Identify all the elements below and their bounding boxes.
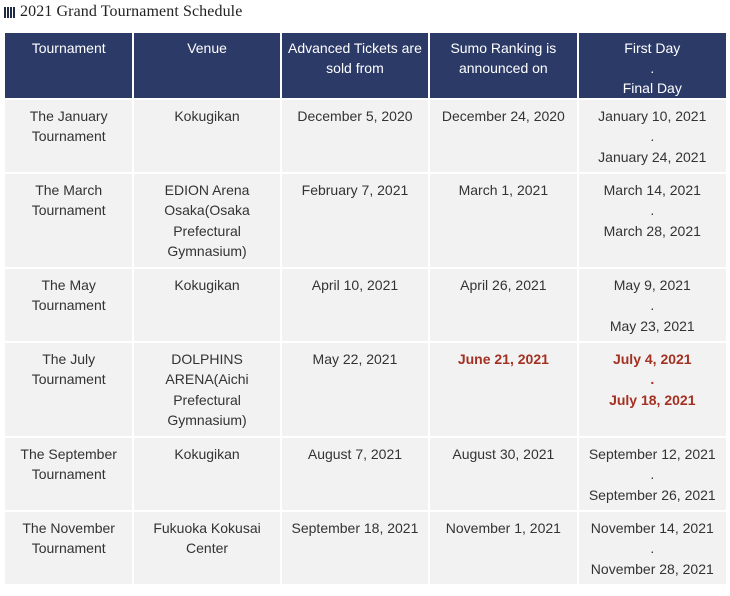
bars-icon [4, 7, 15, 18]
table-row [5, 512, 726, 584]
tournament-cell: The January Tournament [5, 100, 132, 172]
venue-cell: Kokugikan [134, 100, 279, 172]
tickets-cell: May 22, 2021 [282, 343, 428, 436]
days-sep: . [650, 202, 655, 219]
header-ranking [430, 33, 576, 98]
final-day: November 28, 2021 [590, 560, 714, 577]
first-day: March 14, 2021 [603, 182, 701, 198]
header-ranking-line1: Sumo Ranking is [450, 40, 557, 56]
tickets-cell: February 7, 2021 [282, 174, 428, 267]
header-days-sep: . [650, 60, 655, 76]
header-final-day: Final Day [622, 80, 682, 96]
tickets-cell: April 10, 2021 [282, 269, 428, 341]
first-day: May 9, 2021 [613, 277, 691, 293]
ranking-cell: November 1, 2021 [430, 512, 576, 584]
tournament-cell: The November Tournament [5, 512, 132, 584]
days-sep: . [650, 466, 655, 483]
ranking-cell: April 26, 2021 [430, 269, 576, 341]
days-sep: . [650, 128, 655, 145]
header-days [579, 33, 726, 98]
tickets-cell: August 7, 2021 [282, 438, 428, 510]
ranking-cell: August 30, 2021 [430, 438, 576, 510]
first-day: November 14, 2021 [590, 520, 714, 536]
days-sep: . [650, 540, 655, 557]
tickets-cell: September 18, 2021 [282, 512, 428, 584]
final-day: March 28, 2021 [603, 222, 701, 239]
days-cell [579, 269, 726, 341]
final-day: September 26, 2021 [588, 486, 716, 503]
ranking-cell: March 1, 2021 [430, 174, 576, 267]
tournament-cell: The July Tournament [5, 343, 132, 436]
venue-cell: Kokugikan [134, 269, 279, 341]
venue-cell: DOLPHINS ARENA(Aichi Prefectural Gymnasium) [134, 343, 279, 436]
header-tickets-line1: Advanced Tickets are [288, 40, 422, 56]
header-ranking-line2: announced on [458, 60, 548, 76]
ranking-cell-highlight: June 21, 2021 [430, 343, 576, 436]
header-first-day: First Day [624, 40, 681, 56]
table-row [5, 174, 726, 267]
days-cell [579, 174, 726, 267]
header-row [5, 33, 726, 98]
final-day: January 24, 2021 [598, 148, 707, 165]
days-cell [579, 438, 726, 510]
tickets-cell: December 5, 2020 [282, 100, 428, 172]
final-day: May 23, 2021 [609, 317, 695, 334]
final-day: July 18, 2021 [609, 391, 696, 408]
venue-cell: EDION Arena Osaka(Osaka Prefectural Gymnasium) [134, 174, 279, 267]
days-cell [579, 512, 726, 584]
ranking-cell: December 24, 2020 [430, 100, 576, 172]
header-venue: Venue [134, 33, 279, 98]
table-row [5, 269, 726, 341]
days-sep: . [650, 371, 655, 388]
header-tournament: Tournament [5, 33, 132, 98]
page-title: 2021 Grand Tournament Schedule [20, 3, 243, 20]
first-day: January 10, 2021 [598, 108, 707, 124]
tournament-cell: The May Tournament [5, 269, 132, 341]
tournament-cell: The March Tournament [5, 174, 132, 267]
tournament-cell: The September Tournament [5, 438, 132, 510]
days-cell-highlight [579, 343, 726, 436]
table-row [5, 100, 726, 172]
header-tickets [282, 33, 428, 98]
table-row [5, 438, 726, 510]
days-sep: . [650, 297, 655, 314]
section-title [4, 1, 242, 23]
schedule-table [3, 31, 728, 586]
days-cell [579, 100, 726, 172]
header-tickets-line2: sold from [326, 60, 384, 76]
venue-cell: Kokugikan [134, 438, 279, 510]
venue-cell: Fukuoka Kokusai Center [134, 512, 279, 584]
first-day: July 4, 2021 [612, 351, 692, 367]
table-row [5, 343, 726, 436]
first-day: September 12, 2021 [588, 446, 716, 462]
